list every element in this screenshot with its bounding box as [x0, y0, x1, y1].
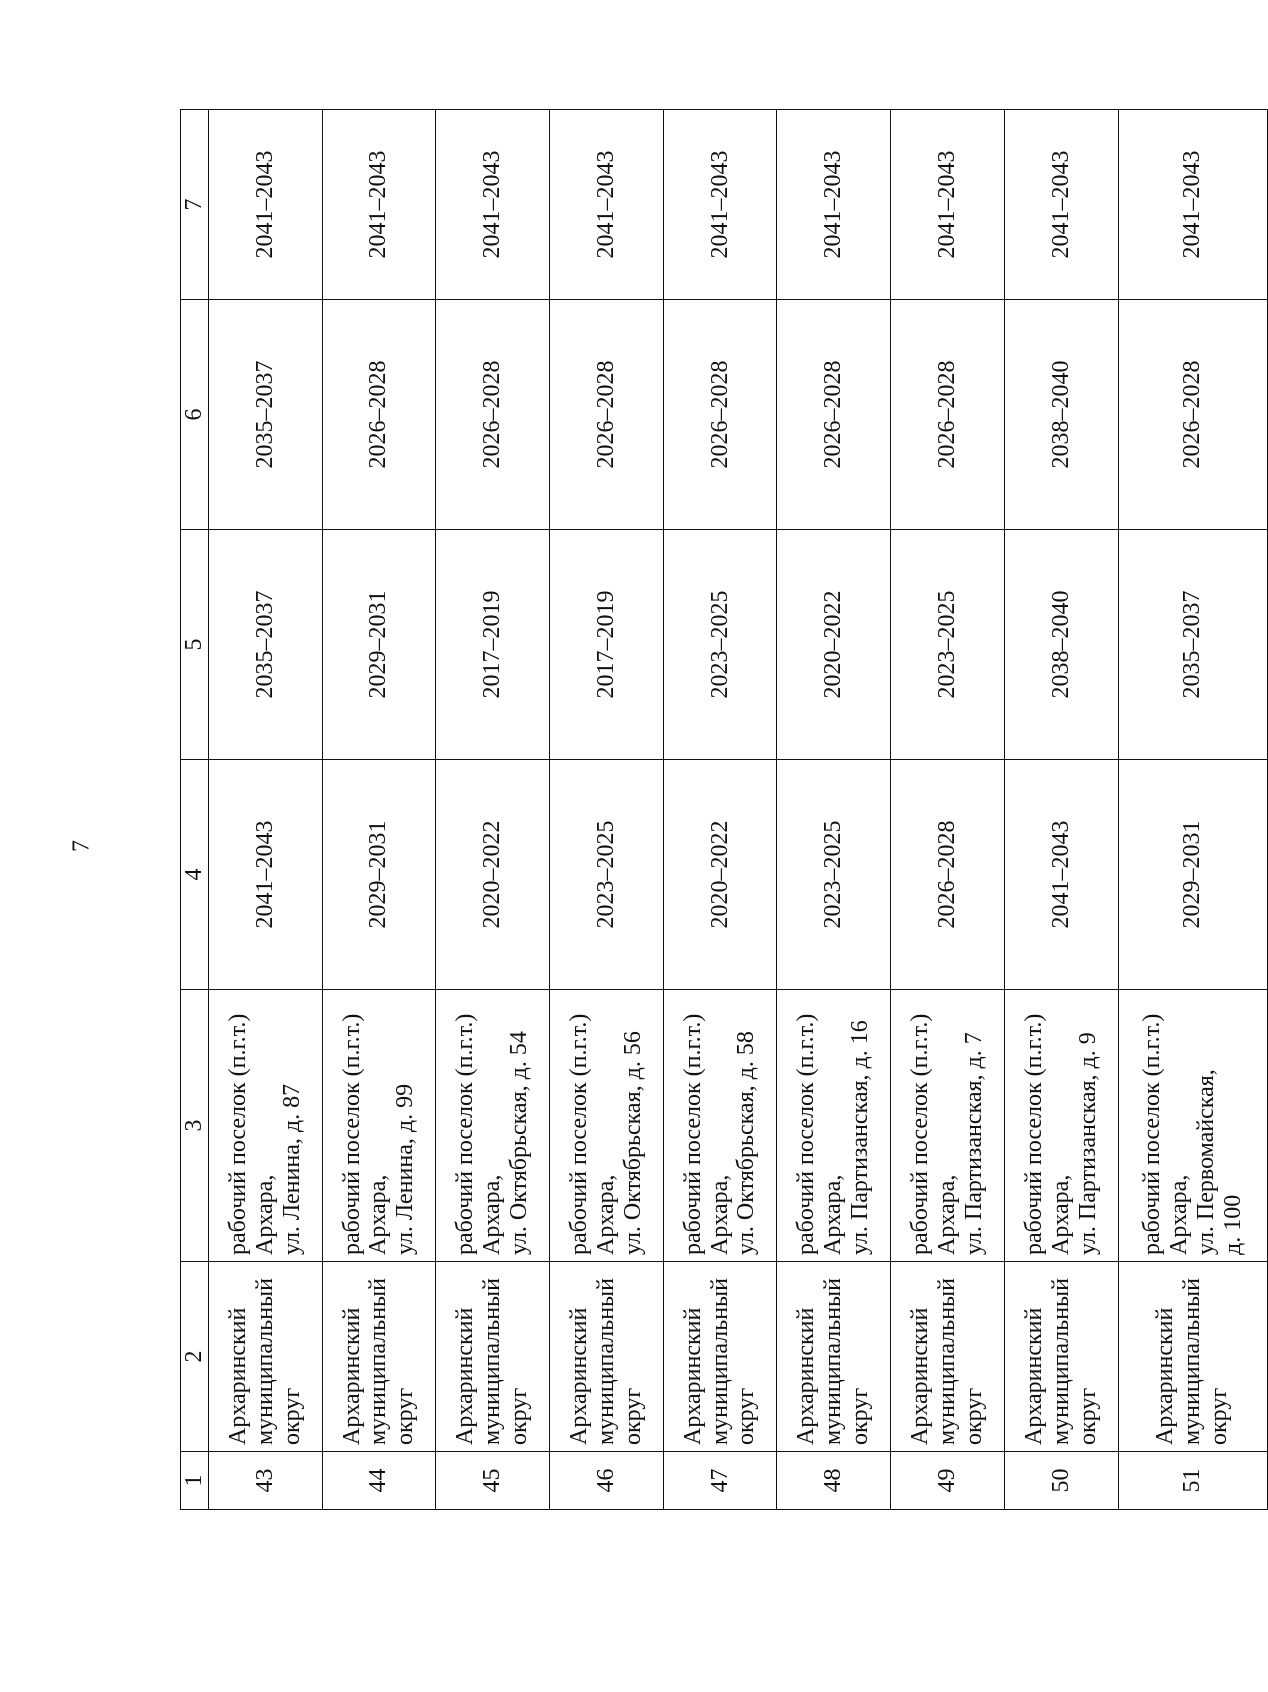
address-cell	[549, 990, 663, 1262]
district-line: округ	[733, 1387, 760, 1445]
period-cell-c7: 2041–2043	[777, 110, 891, 300]
district-line: Архаринский	[1152, 1307, 1179, 1445]
address-line: рабочий поселок (п.г.т.)	[452, 1013, 479, 1255]
row-number-cell: 47	[663, 1452, 777, 1510]
address-cell	[208, 990, 322, 1262]
address-line: д. 100	[1219, 1194, 1246, 1255]
address-line: Архара,	[365, 1174, 392, 1255]
district-cell	[322, 1262, 436, 1452]
address-line: рабочий поселок (п.г.т.)	[566, 1013, 593, 1255]
table-row	[1004, 110, 1118, 1510]
address-line: ул. Первомайская,	[1192, 1069, 1219, 1255]
district-line: муниципальный	[1179, 1277, 1206, 1445]
district-cell	[1004, 1262, 1118, 1452]
address-line: рабочий поселок (п.г.т.)	[793, 1013, 820, 1255]
address-line: ул. Октябрьская, д. 54	[506, 1031, 533, 1255]
address-line: Архара,	[251, 1174, 278, 1255]
address-cell	[891, 990, 1005, 1262]
address-cell	[777, 990, 891, 1262]
table-row	[1118, 110, 1268, 1510]
address-line: ул. Ленина, д. 99	[392, 1083, 419, 1255]
page-number: 7	[68, 840, 95, 852]
district-line: муниципальный	[820, 1277, 847, 1445]
period-cell-c7: 2041–2043	[1004, 110, 1118, 300]
column-header: 2	[181, 1262, 209, 1452]
district-cell	[891, 1262, 1005, 1452]
district-line: муниципальный	[479, 1277, 506, 1445]
address-line: ул. Партизанская, д. 16	[847, 1020, 874, 1255]
period-cell-c7: 2041–2043	[436, 110, 550, 300]
district-cell	[549, 1262, 663, 1452]
period-cell-c6: 2026–2028	[1118, 300, 1268, 530]
period-cell-c6: 2026–2028	[663, 300, 777, 530]
table-row	[891, 110, 1005, 1510]
period-cell-c4: 2020–2022	[663, 760, 777, 990]
address-line: рабочий поселок (п.г.т.)	[224, 1013, 251, 1255]
column-header: 7	[181, 110, 209, 300]
table-header-row	[181, 110, 209, 1510]
district-line: округ	[278, 1387, 305, 1445]
row-number-cell: 51	[1118, 1452, 1268, 1510]
period-cell-c7: 2041–2043	[208, 110, 322, 300]
district-line: Архаринский	[566, 1307, 593, 1445]
period-cell-c4: 2020–2022	[436, 760, 550, 990]
address-line: Архара,	[934, 1174, 960, 1255]
district-line: округ	[506, 1387, 533, 1445]
district-line: округ	[392, 1387, 419, 1445]
period-cell-c6: 2038–2040	[1004, 300, 1118, 530]
period-cell-c6: 2026–2028	[777, 300, 891, 530]
district-line: Архаринский	[907, 1307, 934, 1445]
period-cell-c6: 2026–2028	[436, 300, 550, 530]
table-row	[777, 110, 891, 1510]
district-line: Архаринский	[793, 1307, 820, 1445]
period-cell-c4: 2029–2031	[322, 760, 436, 990]
schedule-table	[180, 109, 1268, 1510]
period-cell-c6: 2026–2028	[549, 300, 663, 530]
period-cell-c5: 2038–2040	[1004, 530, 1118, 760]
address-line: Архара,	[1047, 1174, 1074, 1255]
district-cell	[436, 1262, 550, 1452]
period-cell-c5: 2023–2025	[891, 530, 1005, 760]
column-header: 1	[181, 1452, 209, 1510]
period-cell-c4: 2023–2025	[777, 760, 891, 990]
district-line: округ	[1206, 1387, 1233, 1445]
row-number-cell: 43	[208, 1452, 322, 1510]
period-cell-c7: 2041–2043	[1118, 110, 1268, 300]
district-line: округ	[1074, 1387, 1101, 1445]
address-line: рабочий поселок (п.г.т.)	[679, 1013, 706, 1255]
address-line: ул. Октябрьская, д. 58	[733, 1031, 760, 1255]
period-cell-c6: 2026–2028	[322, 300, 436, 530]
period-cell-c4: 2023–2025	[549, 760, 663, 990]
period-cell-c7: 2041–2043	[663, 110, 777, 300]
address-line: Архара,	[592, 1174, 619, 1255]
district-line: Архаринский	[224, 1307, 251, 1445]
table-rotation-frame	[180, 110, 1268, 1510]
table-row	[663, 110, 777, 1510]
district-cell	[208, 1262, 322, 1452]
column-header: 6	[181, 300, 209, 530]
table-row	[436, 110, 550, 1510]
row-number-cell: 45	[436, 1452, 550, 1510]
address-line: рабочий поселок (п.г.т.)	[1139, 1013, 1165, 1255]
row-number-cell: 50	[1004, 1452, 1118, 1510]
address-line: рабочий поселок (п.г.т.)	[1020, 1013, 1047, 1255]
district-line: муниципальный	[365, 1277, 392, 1445]
period-cell-c7: 2041–2043	[322, 110, 436, 300]
district-line: округ	[960, 1387, 987, 1445]
address-line: ул. Партизанская, д. 9	[1074, 1032, 1101, 1255]
period-cell-c4: 2041–2043	[1004, 760, 1118, 990]
address-cell	[1118, 990, 1268, 1262]
row-number-cell: 44	[322, 1452, 436, 1510]
district-line: муниципальный	[706, 1277, 733, 1445]
period-cell-c5: 2017–2019	[549, 530, 663, 760]
address-line: ул. Партизанская, д. 7	[960, 1032, 987, 1255]
table-row	[322, 110, 436, 1510]
period-cell-c5: 2035–2037	[1118, 530, 1268, 760]
column-header: 5	[181, 530, 209, 760]
row-number-cell: 48	[777, 1452, 891, 1510]
row-number-cell: 46	[549, 1452, 663, 1510]
period-cell-c7: 2041–2043	[891, 110, 1005, 300]
table-row	[549, 110, 663, 1510]
period-cell-c7: 2041–2043	[549, 110, 663, 300]
district-line: Архаринский	[679, 1307, 706, 1445]
table-row	[208, 110, 322, 1510]
period-cell-c5: 2017–2019	[436, 530, 550, 760]
period-cell-c5: 2029–2031	[322, 530, 436, 760]
address-line: Архара,	[820, 1174, 847, 1255]
period-cell-c4: 2026–2028	[891, 760, 1005, 990]
period-cell-c6: 2026–2028	[891, 300, 1005, 530]
district-cell	[1118, 1262, 1268, 1452]
address-cell	[663, 990, 777, 1262]
rotated-table-container	[180, 110, 1268, 1510]
address-cell	[322, 990, 436, 1262]
district-cell	[663, 1262, 777, 1452]
address-line: Архара,	[479, 1174, 506, 1255]
column-header: 4	[181, 760, 209, 990]
district-cell	[777, 1262, 891, 1452]
district-line: Архаринский	[338, 1307, 365, 1445]
district-line: муниципальный	[251, 1277, 278, 1445]
district-line: Архаринский	[452, 1307, 479, 1445]
period-cell-c4: 2041–2043	[208, 760, 322, 990]
district-line: муниципальный	[592, 1277, 619, 1445]
district-line: муниципальный	[934, 1277, 960, 1445]
period-cell-c4: 2029–2031	[1118, 760, 1268, 990]
address-line: ул. Октябрьская, д. 56	[619, 1031, 646, 1255]
address-cell	[436, 990, 550, 1262]
row-number-cell: 49	[891, 1452, 1005, 1510]
period-cell-c5: 2035–2037	[208, 530, 322, 760]
district-line: муниципальный	[1047, 1277, 1074, 1445]
district-line: округ	[847, 1387, 874, 1445]
address-line: рабочий поселок (п.г.т.)	[907, 1013, 934, 1255]
period-cell-c6: 2035–2037	[208, 300, 322, 530]
district-line: Архаринский	[1020, 1307, 1047, 1445]
district-line: округ	[619, 1387, 646, 1445]
address-line: рабочий поселок (п.г.т.)	[338, 1013, 365, 1255]
column-header: 3	[181, 990, 209, 1262]
address-cell	[1004, 990, 1118, 1262]
period-cell-c5: 2023–2025	[663, 530, 777, 760]
address-line: ул. Ленина, д. 87	[278, 1083, 305, 1255]
address-line: Архара,	[706, 1174, 733, 1255]
address-line: Архара,	[1165, 1174, 1192, 1255]
period-cell-c5: 2020–2022	[777, 530, 891, 760]
